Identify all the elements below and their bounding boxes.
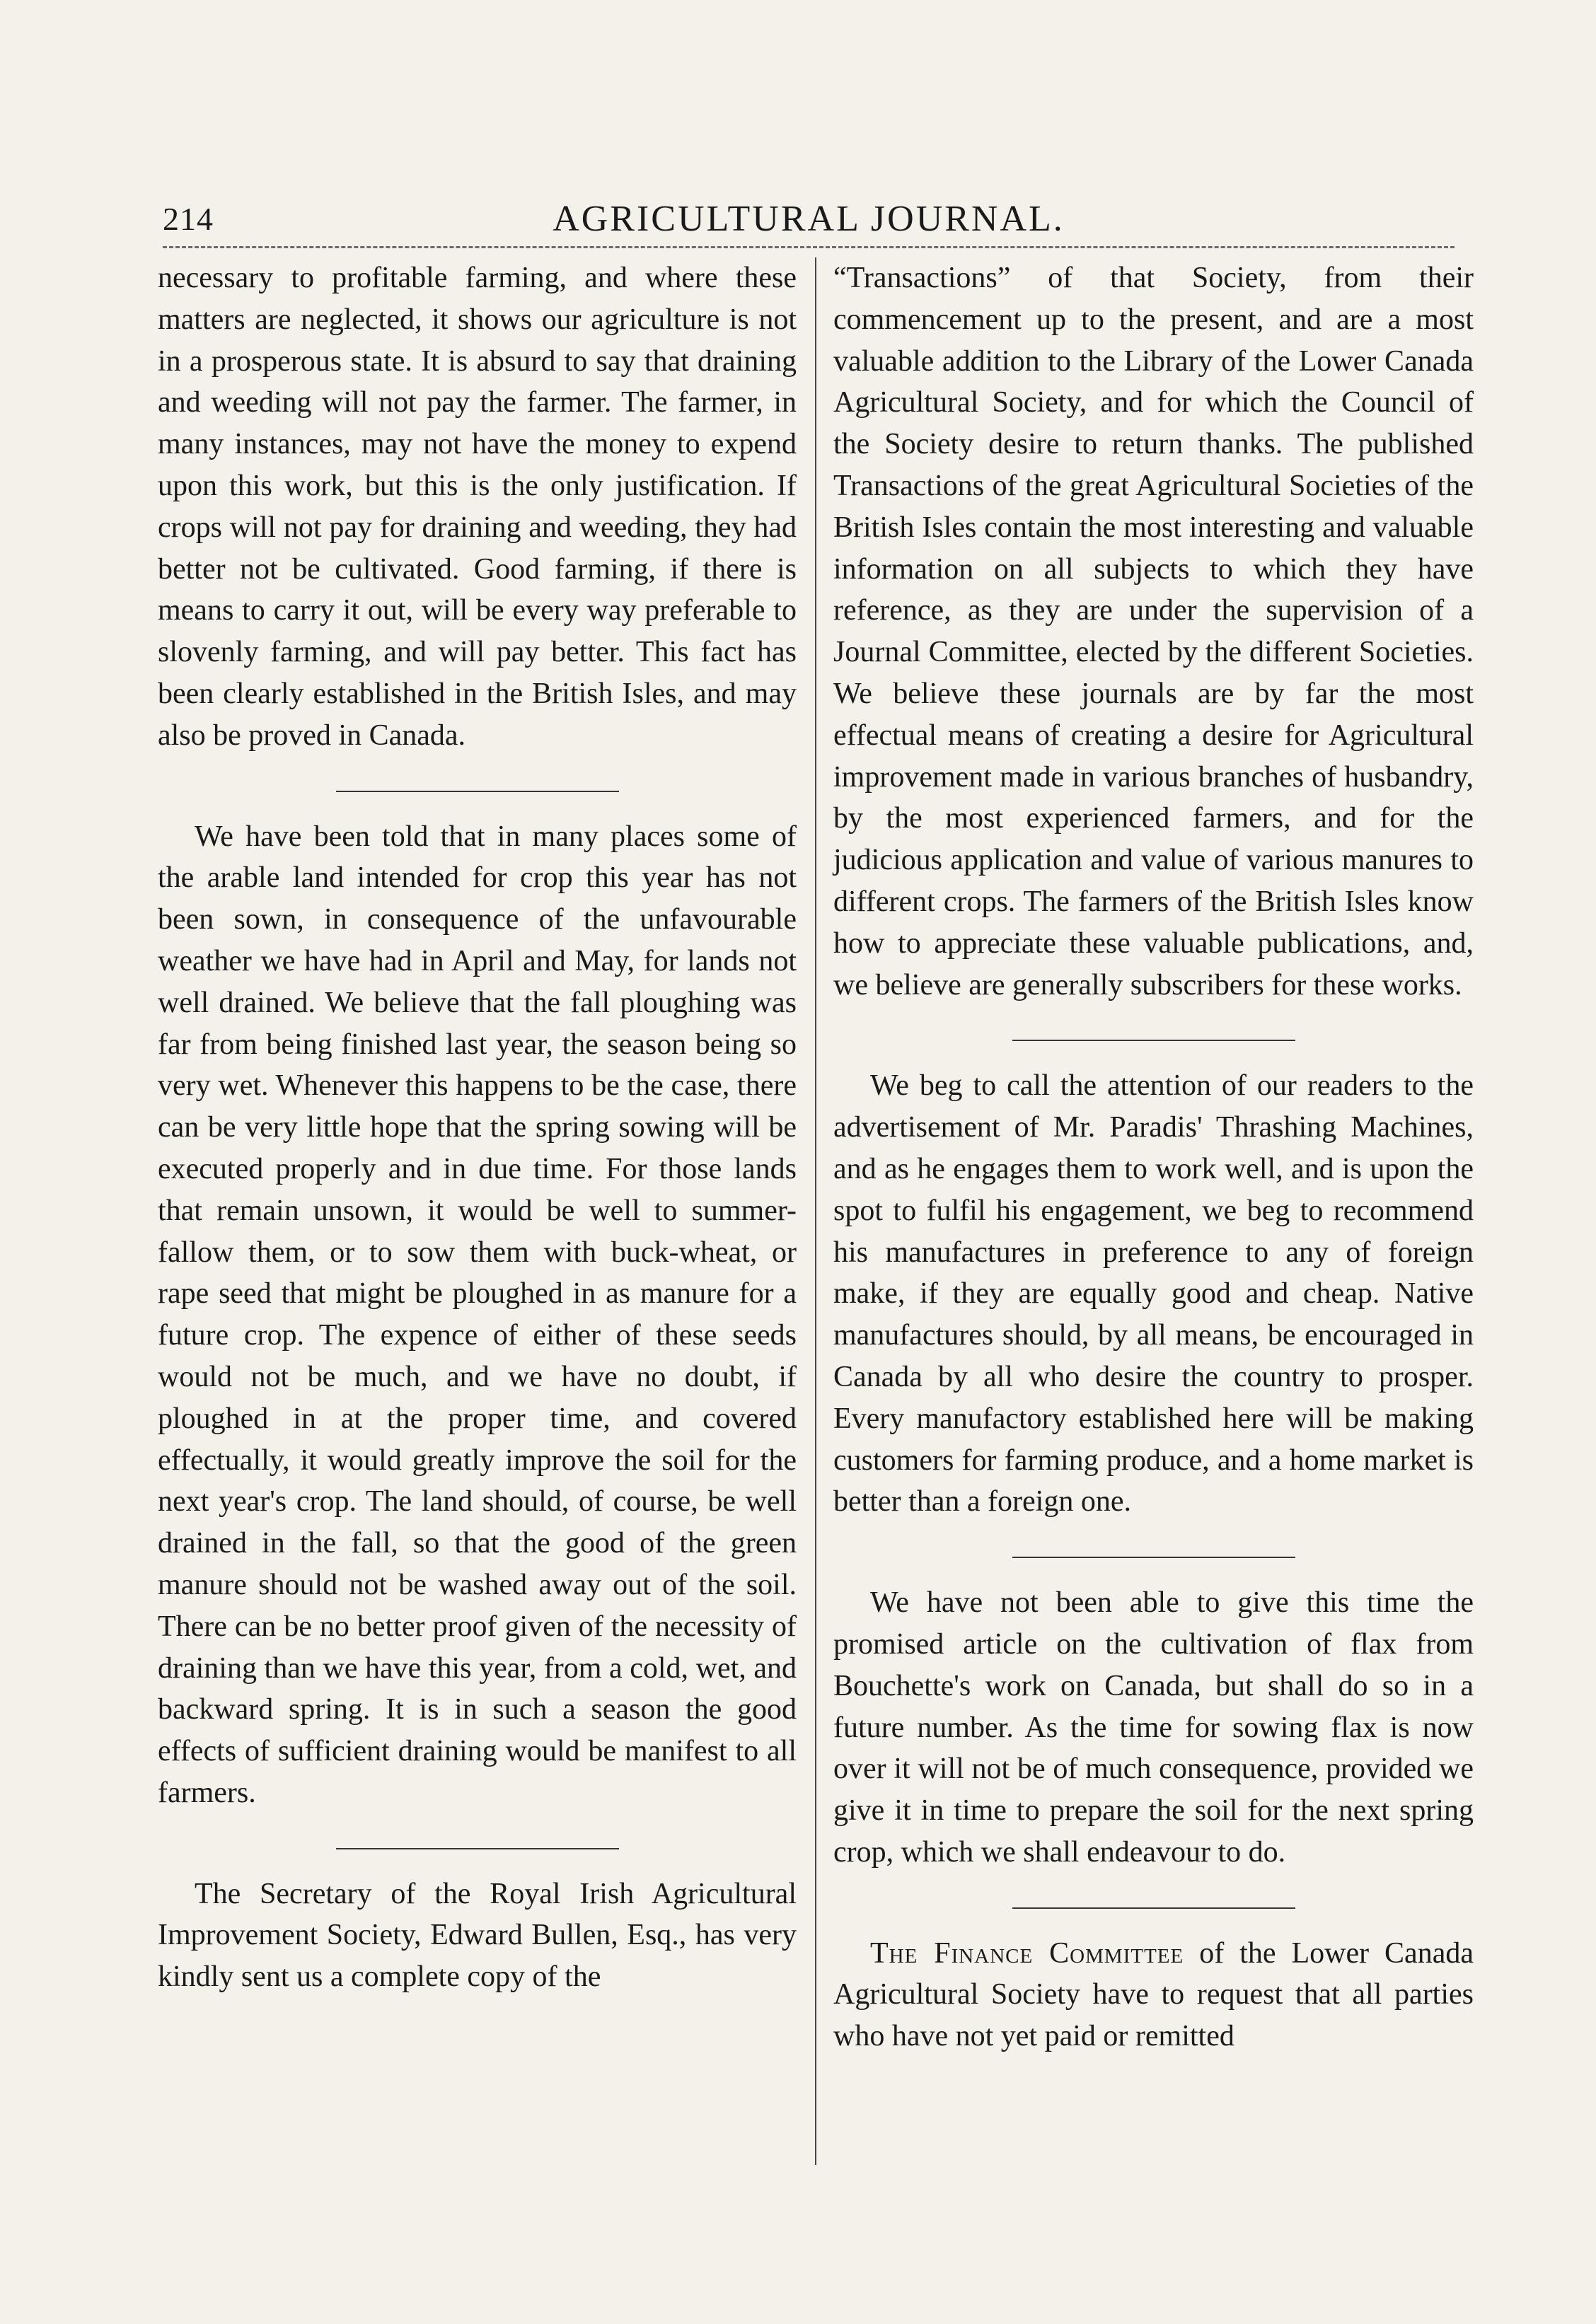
- section-separator: [336, 1848, 619, 1849]
- right-column: [833, 257, 1474, 2057]
- section-separator: [1012, 1040, 1295, 1041]
- header-rule: [163, 246, 1455, 248]
- right-paragraph-finance-committee: [833, 1933, 1474, 2057]
- left-paragraph-draining-weeding: necessary to profitable farming, and where these matters are neglected, it shows our agriculture is not in a prosperous state. It is absurd to say that draining and weeding will not pay the farmer. The farmer, in many instances, may not have the money to expend upon this work, but this is the only justification. If crops will not pay for draining and weeding, they had better not be cultivated. Good farming, if there is means to carry it out, will be every way preferable to slovenly farming, and will pay better. This fact has been clearly established in the British Isles, and may also be proved in Canada.: [158, 262, 797, 752]
- left-paragraph-unsown-land: We have been told that in many places some of the arable land intended for crop this year has not been sown, in consequence of the unfavourable weather we have had in April and May, for lands not well drained. We believe that the fall ploughing was far from being finished last year, the season being so very wet. Whenever this happens to be the case, there can be very little hope that the spring sowing will be executed properly and in due time. For those lands that remain unsown, it would be well to summer-fallow them, or to sow them with buck-wheat, or rape seed that might be ploughed in as manure for a future crop. The expence of either of these seeds would not be much, and we have no doubt, if ploughed in at the proper time, and covered effectually, it would greatly improve the soil for the next year's crop. The land should, of course, be well drained in the fall, so that the good of the green manure should not be washed away out of the soil. There can be no better proof given of the necessity of draining than we have this year, from a cold, wet, and backward spring. It is in such a season the good effects of sufficient draining would be manifest to all farmers.: [158, 820, 797, 1809]
- page-number: 214: [163, 201, 214, 237]
- column-divider: [815, 257, 816, 2165]
- left-paragraph-royal-irish-society: The Secretary of the Royal Irish Agricultural Improvement Society, Edward Bullen, Esq., has very kindly sent us a complete copy of the: [158, 1877, 797, 1994]
- right-paragraph-thrashing-machines: We beg to call the attention of our readers to the advertisement of Mr. Paradis' Thrashing Machines, and as he engages them to work well, and is upon the spot to fulfil his engagement, we beg to recommend his manufactures in preference to any of foreign make, if they are equally good and cheap. Native manufactures should, by all means, be encouraged in Canada by all who desire the country to prosper. Every manufactory established here will be making customers for farming produce, and a home market is better than a foreign one.: [833, 1069, 1474, 1518]
- finance-committee-text: of the Lower Canada Agricultural Society have to request that all parties who have not yet paid or remitted: [833, 1936, 1474, 2053]
- right-paragraph-flax-cultivation: We have not been able to give this time the promised article on the cultivation of flax from Bouchette's work on Canada, but shall do so in a future number. As the time for sowing flax is now over it will not be of much consequence, provided we give it in time to prepare the soil for the next spring crop, which we shall endeavour to do.: [833, 1586, 1474, 1869]
- section-separator: [336, 791, 619, 792]
- section-separator: [1012, 1907, 1295, 1909]
- running-title: AGRICULTURAL JOURNAL.: [553, 199, 1065, 239]
- section-separator: [1012, 1557, 1295, 1558]
- right-paragraph-transactions: “Transactions” of that Society, from their commencement up to the present, and are a most valuable addition to the Library of the Lower Canada Agricultural Society, and for which the Council of the Society desire to return thanks. The published Transactions of the great Agricultural Societies of the British Isles contain the most interesting and valuable information on all subjects to which they have reference, as they are under the supervision of a Journal Committee, elected by the different Societies. We believe these journals are by far the most effectual means of creating a desire for Agricultural improvement made in various branches of husbandry, by the most experienced farmers, and for the judicious application and value of various manures to different crops. The farmers of the British Isles know how to appreciate these valuable publications, and, we believe are generally subscribers for these works.: [833, 262, 1474, 1001]
- finance-committee-lead: The Finance Committee: [870, 1936, 1184, 1970]
- left-column: [158, 257, 797, 1998]
- page-header: [163, 191, 1455, 248]
